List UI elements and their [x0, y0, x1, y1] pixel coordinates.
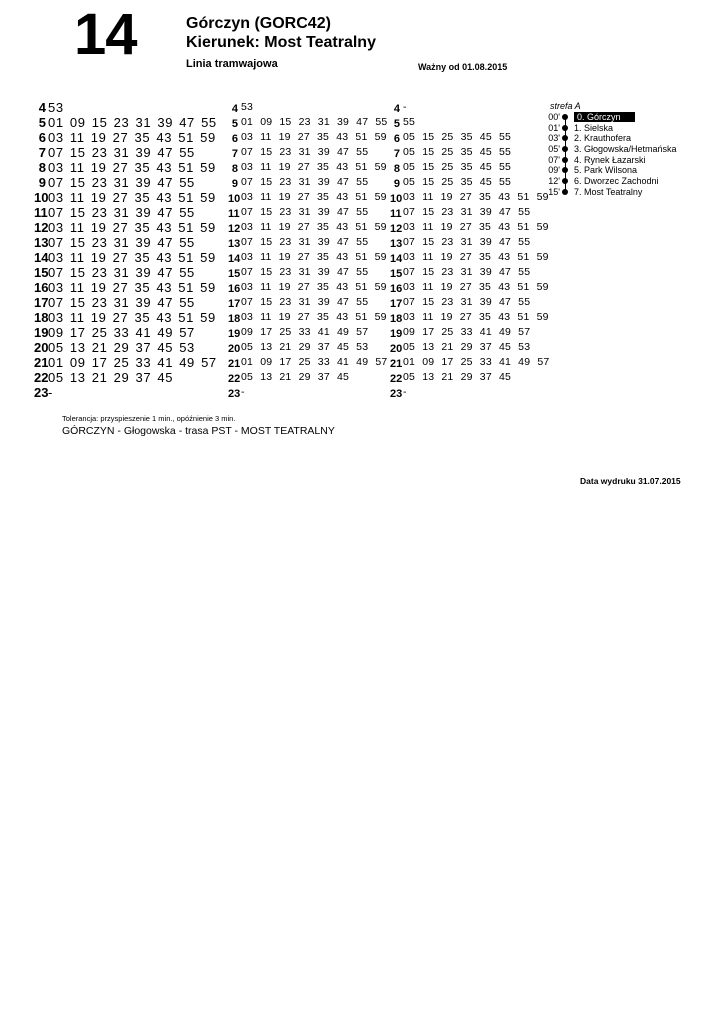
timetable-row [34, 385, 53, 400]
hour-label: 8 [393, 163, 400, 175]
timetable-row [390, 100, 407, 115]
timetable-row [34, 220, 216, 235]
hour-label: 13 [34, 235, 49, 250]
hour-label: 16 [390, 283, 403, 295]
hour-label: 7 [393, 148, 400, 160]
minutes-list: 05 15 25 35 45 55 [403, 176, 512, 188]
stop-name: Górczyn (GORC42) [186, 15, 331, 32]
zone-label: strefa A [550, 101, 581, 111]
route-stop [536, 176, 677, 187]
timetable-row [228, 205, 369, 220]
minutes-list: 05 13 21 29 37 45 [241, 371, 350, 383]
minutes-list: 53 [48, 100, 64, 115]
hour-label: 4 [38, 100, 46, 115]
timetable-row [390, 280, 549, 295]
stop-time-offset: 07' [548, 154, 560, 165]
hour-label: 11 [228, 208, 240, 220]
stop-name-label: 3. Głogowska/Hetmańska [574, 144, 677, 155]
hour-label: 14 [228, 253, 241, 265]
hour-label: 11 [34, 205, 48, 220]
hour-label: 19 [390, 328, 403, 340]
hour-label: 23 [390, 388, 403, 400]
hour-label: 23 [34, 385, 49, 400]
minutes-list: 03 11 19 27 35 43 51 59 [403, 281, 549, 293]
minutes-list: 03 11 19 27 35 43 51 59 [403, 311, 549, 323]
stop-time-offset: 15' [548, 186, 560, 197]
timetable-row [390, 130, 512, 145]
hour-label: 4 [393, 103, 400, 115]
timetable-row [228, 340, 369, 355]
hour-label: 14 [390, 253, 403, 265]
hour-label: 9 [231, 178, 238, 190]
timetable-row [34, 325, 195, 340]
minutes-list: 07 15 23 31 39 47 55 [241, 146, 369, 158]
timetable-row [228, 325, 369, 340]
minutes-list: 07 15 23 31 39 47 55 [48, 175, 195, 190]
timetable-row [34, 310, 216, 325]
hour-label: 15 [390, 268, 403, 280]
timetable-row [390, 385, 407, 400]
timetable-row [228, 250, 387, 265]
hour-label: 20 [390, 343, 403, 355]
minutes-list: 03 11 19 27 35 43 51 59 [241, 131, 387, 143]
hour-label: 18 [34, 310, 49, 325]
timetable-row [390, 205, 531, 220]
route-stop [536, 165, 677, 176]
stop-dot-icon [562, 167, 568, 173]
hour-label: 6 [393, 133, 400, 145]
print-date: Data wydruku 31.07.2015 [580, 476, 681, 486]
line-number: 14 [74, 2, 137, 67]
hour-label: 16 [228, 283, 241, 295]
route-stop [536, 123, 677, 134]
timetable-row [34, 115, 217, 130]
timetable-row [34, 340, 195, 355]
minutes-list: 07 15 23 31 39 47 55 [48, 265, 195, 280]
hour-label: 10 [390, 193, 403, 205]
timetable-row [228, 385, 245, 400]
minutes-list: 09 17 25 33 41 49 57 [241, 326, 369, 338]
tolerance-note: Tolerancja: przyspieszenie 1 min., opóźnienie 3 min. [62, 414, 236, 423]
hour-label: 18 [228, 313, 241, 325]
minutes-list: 01 09 15 23 31 39 47 55 [48, 115, 217, 130]
timetable-row [228, 100, 254, 115]
minutes-list: 07 15 23 31 39 47 55 [241, 266, 369, 278]
minutes-list: - [241, 386, 245, 398]
minutes-list: 07 15 23 31 39 47 55 [48, 235, 195, 250]
minutes-list: 07 15 23 31 39 47 55 [48, 205, 195, 220]
stop-dot-icon [562, 135, 568, 141]
timetable-row [228, 175, 369, 190]
stop-dot-icon [562, 125, 568, 131]
timetable-row [390, 190, 549, 205]
timetable-row [228, 370, 350, 385]
minutes-list: 03 11 19 27 35 43 51 59 [48, 310, 216, 325]
stop-dot-icon [562, 178, 568, 184]
timetable-row [390, 340, 531, 355]
minutes-list: 03 11 19 27 35 43 51 59 [241, 191, 387, 203]
route-stop [536, 144, 677, 155]
hour-label: 19 [228, 328, 241, 340]
hour-label: 10 [34, 190, 49, 205]
hour-label: 18 [390, 313, 403, 325]
minutes-list: 55 [403, 116, 416, 128]
hour-label: 12 [34, 220, 49, 235]
hour-label: 13 [228, 238, 241, 250]
minutes-list: 03 11 19 27 35 43 51 59 [241, 221, 387, 233]
minutes-list: 01 09 17 25 33 41 49 57 [48, 355, 217, 370]
stop-time-offset: 03' [548, 133, 560, 144]
minutes-list: 07 15 23 31 39 47 55 [48, 145, 195, 160]
route-stops-panel [536, 101, 677, 198]
stop-dot-icon [562, 114, 568, 120]
timetable-row [390, 355, 550, 370]
stop-time-offset: 00' [548, 112, 560, 122]
minutes-list: 07 15 23 31 39 47 55 [48, 295, 195, 310]
hour-label: 9 [38, 175, 46, 190]
timetable-row [34, 370, 174, 385]
route-stop [536, 112, 677, 123]
timetable-row [390, 265, 531, 280]
timetable-row [390, 145, 512, 160]
hour-label: 20 [228, 343, 241, 355]
route-stop [536, 155, 677, 166]
hour-label: 15 [34, 265, 49, 280]
timetable-row [34, 130, 216, 145]
minutes-list: 01 09 15 23 31 39 47 55 [241, 116, 388, 128]
stop-time-offset: 01' [548, 122, 560, 133]
minutes-list: 03 11 19 27 35 43 51 59 [403, 191, 549, 203]
minutes-list: 05 15 25 35 45 55 [403, 146, 512, 158]
hour-label: 12 [390, 223, 403, 235]
hour-label: 21 [390, 358, 403, 370]
hour-label: 5 [393, 118, 400, 130]
minutes-list: 09 17 25 33 41 49 57 [403, 326, 531, 338]
stop-time-offset: 12' [548, 176, 560, 187]
timetable-row [228, 220, 387, 235]
hour-label: 4 [231, 103, 238, 115]
minutes-list: 07 15 23 31 39 47 55 [241, 206, 369, 218]
hour-label: 10 [228, 193, 241, 205]
timetable-row [390, 235, 531, 250]
hour-label: 17 [34, 295, 49, 310]
timetable-row [228, 115, 388, 130]
minutes-list: 01 09 17 25 33 41 49 57 [403, 356, 550, 368]
minutes-list: 07 15 23 31 39 47 55 [403, 266, 531, 278]
minutes-list: 03 11 19 27 35 43 51 59 [241, 281, 387, 293]
hour-label: 14 [34, 250, 49, 265]
hour-label: 6 [231, 133, 238, 145]
timetable-row [228, 130, 387, 145]
hour-label: 12 [228, 223, 241, 235]
hour-label: 11 [390, 208, 402, 220]
header-block [186, 14, 376, 52]
timetable-row [390, 325, 531, 340]
timetable-row [34, 145, 195, 160]
direction: Kierunek: Most Teatralny [186, 34, 376, 51]
timetable-row [34, 295, 195, 310]
minutes-list: 05 15 25 35 45 55 [403, 161, 512, 173]
timetable-row [34, 280, 216, 295]
hour-label: 17 [228, 298, 241, 310]
stop-name-label: 6. Dworzec Zachodni [574, 176, 659, 187]
timetable-row [34, 160, 216, 175]
stops-list [536, 112, 677, 198]
minutes-list: - [403, 101, 407, 113]
timetable-row [390, 115, 416, 130]
timetable-row [34, 355, 217, 370]
minutes-list: 03 11 19 27 35 43 51 59 [241, 311, 387, 323]
timetable-row [228, 190, 387, 205]
stop-time-offset: 09' [548, 165, 560, 176]
minutes-list: 53 [241, 101, 254, 113]
timetable-row [390, 370, 512, 385]
minutes-list: 03 11 19 27 35 43 51 59 [241, 251, 387, 263]
minutes-list: 05 13 21 29 37 45 [403, 371, 512, 383]
minutes-list: 05 13 21 29 37 45 53 [48, 340, 195, 355]
stop-dot-icon [562, 146, 568, 152]
timetable-row [228, 310, 387, 325]
timetable-row [228, 295, 369, 310]
timetable-row [228, 160, 387, 175]
timetable-row [34, 250, 216, 265]
minutes-list: 07 15 23 31 39 47 55 [403, 206, 531, 218]
timetable-column-3 [390, 100, 550, 400]
hour-label: 8 [38, 160, 46, 175]
stop-name-label: 4. Rynek Łazarski [574, 154, 646, 165]
stop-name-label: 5. Park Wilsona [574, 165, 638, 176]
minutes-list: 05 15 25 35 45 55 [403, 131, 512, 143]
minutes-list: 05 13 21 29 37 45 53 [403, 341, 531, 353]
hour-label: 8 [231, 163, 238, 175]
stop-name-label: 0. Górczyn [574, 112, 635, 122]
minutes-list: 05 13 21 29 37 45 [48, 370, 174, 385]
hour-label: 22 [390, 373, 403, 385]
minutes-list: 07 15 23 31 39 47 55 [403, 296, 531, 308]
hour-label: 21 [228, 358, 241, 370]
hour-label: 17 [390, 298, 403, 310]
timetable-row [390, 175, 512, 190]
valid-from-date: Ważny od 01.08.2015 [418, 62, 508, 72]
timetable-column-2 [228, 100, 388, 400]
minutes-list: - [403, 386, 407, 398]
timetable-row [34, 235, 195, 250]
hour-label: 19 [34, 325, 49, 340]
minutes-list: - [48, 385, 53, 400]
hour-label: 20 [34, 340, 49, 355]
minutes-list: 03 11 19 27 35 43 51 59 [48, 130, 216, 145]
hour-label: 7 [38, 145, 46, 160]
timetable-row [390, 310, 549, 325]
timetable-row [34, 100, 64, 115]
line-type: Linia tramwajowa [186, 58, 278, 70]
route-description: GÓRCZYN - Głogowska - trasa PST - MOST TEATRALNY [62, 425, 335, 437]
hour-label: 15 [228, 268, 241, 280]
stop-time-offset: 05' [548, 144, 560, 155]
minutes-list: 03 11 19 27 35 43 51 59 [48, 220, 216, 235]
route-stop [536, 187, 677, 198]
hour-label: 9 [393, 178, 400, 190]
timetable-row [390, 220, 549, 235]
minutes-list: 07 15 23 31 39 47 55 [241, 236, 369, 248]
timetable-row [228, 145, 369, 160]
timetable-row [228, 265, 369, 280]
minutes-list: 03 11 19 27 35 43 51 59 [48, 280, 216, 295]
route-stop [536, 133, 677, 144]
minutes-list: 09 17 25 33 41 49 57 [48, 325, 195, 340]
timetable-row [34, 190, 216, 205]
stop-name-label: 1. Sielska [574, 122, 614, 133]
timetable-row [390, 160, 512, 175]
hour-label: 23 [228, 388, 241, 400]
minutes-list: 03 11 19 27 35 43 51 59 [403, 251, 549, 263]
hour-label: 5 [231, 118, 238, 130]
timetable-row [228, 280, 387, 295]
timetable-row [390, 250, 549, 265]
hour-label: 13 [390, 238, 403, 250]
minutes-list: 03 11 19 27 35 43 51 59 [48, 160, 216, 175]
minutes-list: 03 11 19 27 35 43 51 59 [48, 250, 216, 265]
hour-label: 6 [38, 130, 46, 145]
timetable-column-1 [34, 100, 217, 400]
stop-name-label: 2. Krauthofera [574, 133, 632, 144]
hour-label: 16 [34, 280, 49, 295]
timetable-row [228, 235, 369, 250]
timetable-row [34, 205, 195, 220]
minutes-list: 07 15 23 31 39 47 55 [241, 296, 369, 308]
timetable-row [228, 355, 388, 370]
minutes-list: 03 11 19 27 35 43 51 59 [241, 161, 387, 173]
minutes-list: 03 11 19 27 35 43 51 59 [48, 190, 216, 205]
hour-label: 21 [34, 355, 49, 370]
minutes-list: 01 09 17 25 33 41 49 57 [241, 356, 388, 368]
timetable-row [390, 295, 531, 310]
timetable-row [34, 175, 195, 190]
hour-label: 7 [231, 148, 238, 160]
hour-label: 5 [38, 115, 46, 130]
stop-name-label: 7. Most Teatralny [574, 186, 643, 197]
stop-dot-icon [562, 157, 568, 163]
minutes-list: 03 11 19 27 35 43 51 59 [403, 221, 549, 233]
timetable-row [34, 265, 195, 280]
minutes-list: 05 13 21 29 37 45 53 [241, 341, 369, 353]
stop-dot-icon [562, 189, 568, 195]
minutes-list: 07 15 23 31 39 47 55 [241, 176, 369, 188]
hour-label: 22 [34, 370, 49, 385]
minutes-list: 07 15 23 31 39 47 55 [403, 236, 531, 248]
hour-label: 22 [228, 373, 241, 385]
